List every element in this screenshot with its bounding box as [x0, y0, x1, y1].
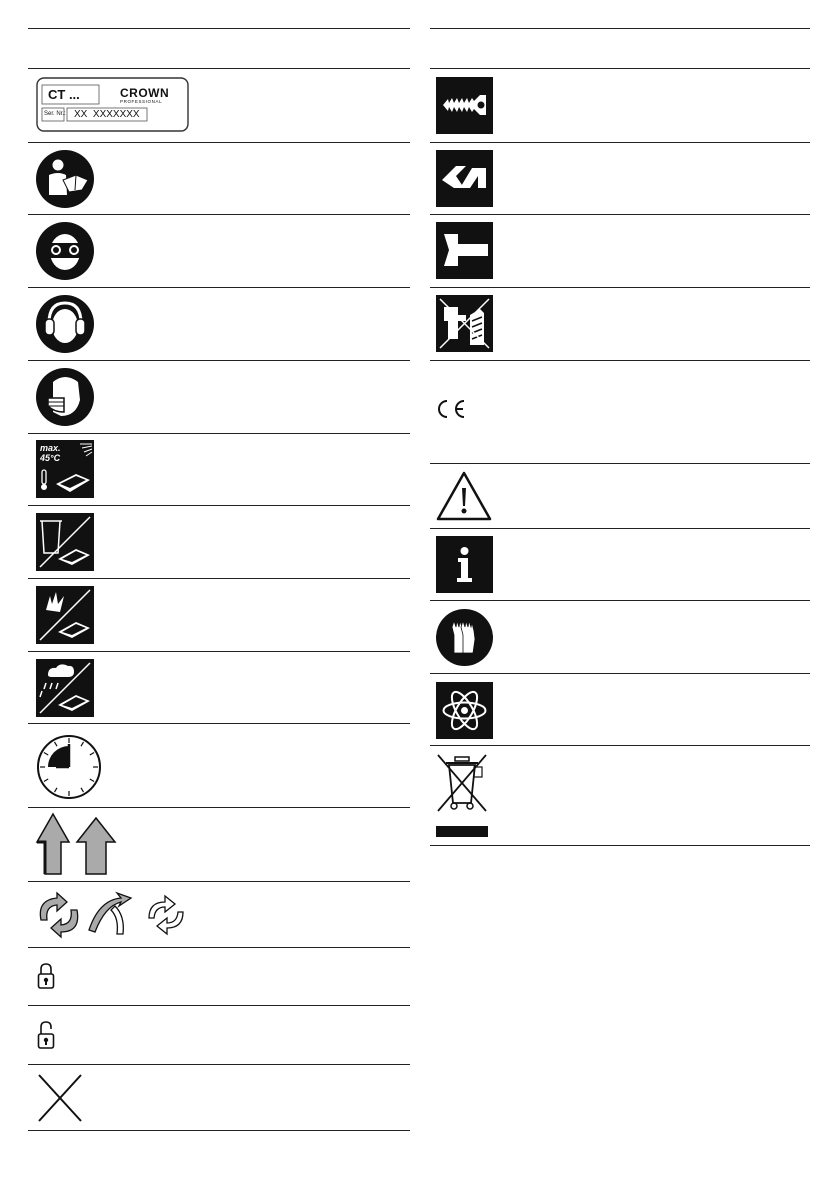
ce-mark-icon: [434, 398, 468, 420]
up-arrows-icon: [33, 812, 123, 876]
dust-mask-icon: [36, 368, 94, 426]
left-rule-8: [28, 578, 410, 579]
left-rule-15: [28, 1064, 410, 1065]
right-top-rule: [430, 28, 810, 29]
right-rule-2: [430, 142, 810, 143]
max-temperature-icon: [36, 440, 94, 498]
left-rule-12: [28, 881, 410, 882]
right-rule-9: [430, 673, 810, 674]
nameplate-brand-sub: PROFESSIONAL: [120, 99, 163, 104]
weee-bin-icon: [434, 751, 492, 839]
rotation-arrows-icon: [33, 890, 189, 940]
right-rule-4: [430, 287, 810, 288]
gloves-icon: [436, 609, 493, 666]
left-rule-13: [28, 947, 410, 948]
no-rain-icon: [36, 659, 94, 717]
read-manual-icon: [36, 150, 94, 208]
left-rule-5: [28, 360, 410, 361]
metal-zigzag-icon: [436, 150, 493, 207]
right-rule-7: [430, 528, 810, 529]
clock-icon: [36, 734, 102, 800]
no-fire-icon: [36, 586, 94, 644]
left-rule-3: [28, 214, 410, 215]
right-rule-1: [430, 68, 810, 69]
nameplate-serial-value: XX XXXXXXX: [74, 109, 140, 120]
nameplate-model: CT ...: [48, 87, 80, 102]
left-bottom-rule: [28, 1130, 410, 1131]
lock-closed-icon: [37, 962, 55, 990]
left-rule-10: [28, 723, 410, 724]
info-icon: [436, 536, 493, 593]
right-bottom-rule: [430, 845, 810, 846]
right-rule-8: [430, 600, 810, 601]
hammer-icon: [436, 222, 493, 279]
crown-nameplate: [36, 77, 190, 133]
wood-screw-icon: [436, 77, 493, 134]
left-top-rule: [28, 28, 410, 29]
ear-protection-icon: [36, 295, 94, 353]
lock-open-icon: [37, 1020, 55, 1050]
right-rule-5: [430, 360, 810, 361]
left-rule-9: [28, 651, 410, 652]
atom-icon: [436, 682, 493, 739]
temp-label-line1: max.: [40, 443, 61, 453]
cross-icon: [36, 1072, 84, 1124]
no-water-icon: [36, 513, 94, 571]
right-rule-3: [430, 214, 810, 215]
right-rule-10: [430, 745, 810, 746]
nameplate-serial-label: Ser. Nr.:: [44, 111, 66, 117]
left-rule-1: [28, 68, 410, 69]
temp-label-line2: 45°C: [40, 453, 61, 463]
left-rule-11: [28, 807, 410, 808]
no-drilling-icon: [436, 295, 493, 352]
left-rule-7: [28, 505, 410, 506]
nameplate-brand: CROWN: [120, 86, 170, 100]
safety-goggles-icon: [36, 222, 94, 280]
left-rule-6: [28, 433, 410, 434]
left-rule-14: [28, 1005, 410, 1006]
left-rule-2: [28, 142, 410, 143]
right-rule-6: [430, 463, 810, 464]
warning-icon: [435, 470, 493, 522]
left-rule-4: [28, 287, 410, 288]
